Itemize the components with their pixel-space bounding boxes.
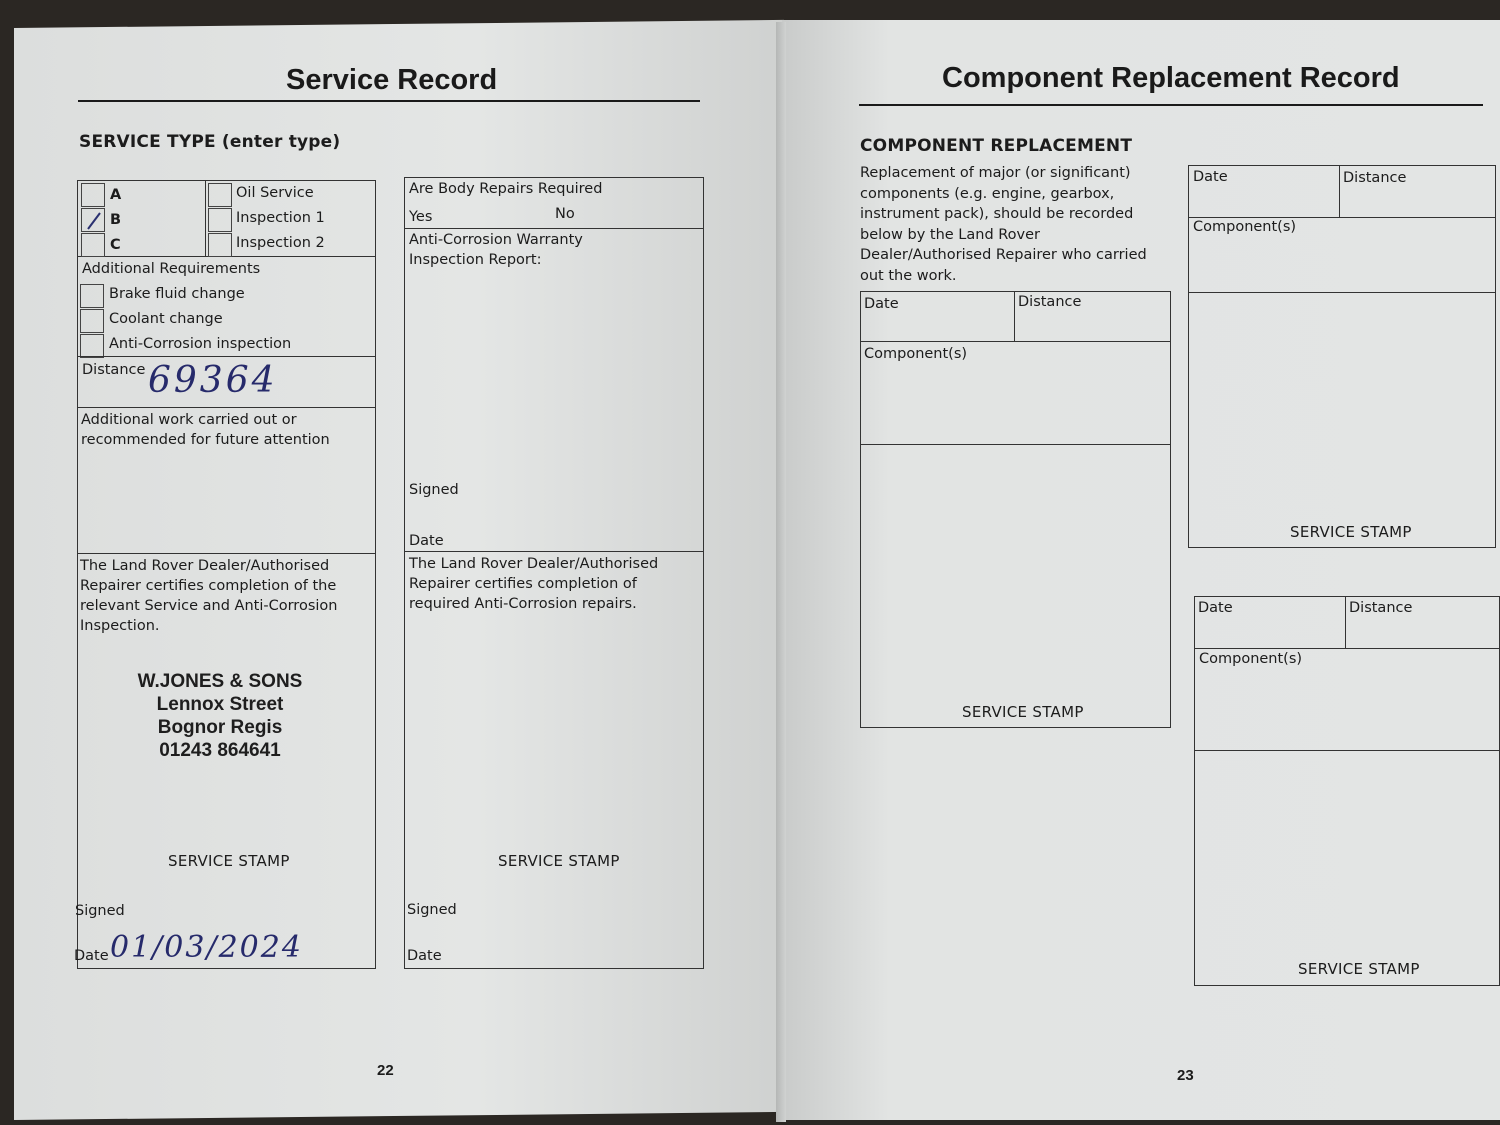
form2-distance-label[interactable]: Distance	[1343, 170, 1407, 186]
additional-requirements-label: Additional Requirements	[82, 261, 261, 277]
component-replacement-description: Replacement of major (or significant) components (e.g. engine, gearbox, instrument pack), should be recorded below by the Land Rover Dealer/Authorised Repairer who carried out the work.	[860, 165, 1147, 284]
service-stamp-label-2: SERVICE STAMP	[498, 852, 620, 870]
body-repairs-no[interactable]: No	[555, 206, 575, 222]
type-b-code: B	[110, 212, 122, 228]
form1-date-label[interactable]: Date	[864, 296, 899, 312]
body-repairs-label: Are Body Repairs Required	[409, 181, 603, 197]
additional-work-label: Additional work carried out or recommended for future attention	[81, 412, 330, 448]
dealer-stamp-phone: 01243 864641	[159, 740, 281, 761]
page-number-left: 22	[377, 1062, 394, 1079]
type-c-name: Inspection 2	[236, 235, 325, 251]
form3-date-label[interactable]: Date	[1198, 600, 1233, 616]
requirement-coolant: Coolant change	[109, 311, 223, 327]
distance-label: Distance	[82, 362, 146, 378]
form2-stamp-label: SERVICE STAMP	[1290, 523, 1412, 541]
type-a-code: A	[110, 187, 122, 203]
checkmark-icon	[82, 209, 106, 233]
form1-distance-label[interactable]: Distance	[1018, 294, 1082, 310]
title-rule	[78, 100, 700, 102]
repairs-signed-label: Signed	[407, 902, 457, 918]
date-label: Date	[74, 948, 109, 964]
checkbox-type-a[interactable]	[81, 183, 105, 207]
form3-component-label[interactable]: Component(s)	[1199, 651, 1303, 667]
dealer-stamp	[108, 670, 332, 762]
warranty-report-label: Anti-Corrosion Warranty Inspection Report:	[409, 232, 583, 268]
title-rule-right	[859, 104, 1483, 106]
type-c-code: C	[110, 237, 121, 253]
component-replacement-heading: COMPONENT REPLACEMENT	[860, 136, 1133, 156]
certification-text: The Land Rover Dealer/Authorised Repairer certifies completion of the relevant Service and Anti-Corrosion Inspection.	[80, 558, 338, 634]
dealer-stamp-town: Bognor Regis	[157, 717, 283, 738]
dealer-stamp-name: W.JONES & SONS	[137, 671, 303, 692]
warranty-signed-label: Signed	[409, 482, 459, 498]
repairs-date-label: Date	[407, 948, 442, 964]
checkbox-oil-service[interactable]	[208, 183, 232, 207]
service-stamp-label: SERVICE STAMP	[168, 852, 290, 870]
form1-component-label[interactable]: Component(s)	[864, 346, 968, 362]
form1-stamp-label: SERVICE STAMP	[962, 703, 1084, 721]
body-repairs-yes[interactable]: Yes	[409, 209, 433, 225]
repairs-certification-text: The Land Rover Dealer/Authorised Repairer certifies completion of required Anti-Corrosion repairs.	[409, 556, 659, 612]
checkbox-inspection-2[interactable]	[208, 233, 232, 257]
distance-handwritten[interactable]: 69364	[148, 360, 278, 401]
service-type-heading: SERVICE TYPE (enter type)	[79, 132, 341, 152]
book-spine	[776, 22, 786, 1122]
checkbox-anti-corrosion[interactable]	[80, 334, 104, 358]
requirement-anti-corrosion: Anti-Corrosion inspection	[109, 336, 292, 352]
date-handwritten[interactable]: 01/03/2024	[110, 930, 303, 965]
signed-label: Signed	[75, 903, 125, 919]
type-a-name: Oil Service	[236, 185, 314, 201]
form2-date-label[interactable]: Date	[1193, 169, 1228, 185]
page-number-right: 23	[1177, 1067, 1194, 1084]
checkbox-type-b[interactable]	[81, 208, 105, 232]
page-title-component-replacement: Component Replacement Record	[942, 62, 1400, 94]
requirement-brake-fluid: Brake fluid change	[109, 286, 245, 302]
checkbox-coolant[interactable]	[80, 309, 104, 333]
dealer-stamp-street: Lennox Street	[156, 694, 284, 715]
checkbox-brake-fluid[interactable]	[80, 284, 104, 308]
form3-distance-label[interactable]: Distance	[1349, 600, 1413, 616]
page-title-service-record: Service Record	[286, 64, 498, 96]
checkbox-inspection-1[interactable]	[208, 208, 232, 232]
form2-component-label[interactable]: Component(s)	[1193, 219, 1297, 235]
warranty-date-label: Date	[409, 533, 444, 549]
type-b-name: Inspection 1	[236, 210, 325, 226]
checkbox-type-c[interactable]	[81, 233, 105, 257]
form3-stamp-label: SERVICE STAMP	[1298, 960, 1420, 978]
